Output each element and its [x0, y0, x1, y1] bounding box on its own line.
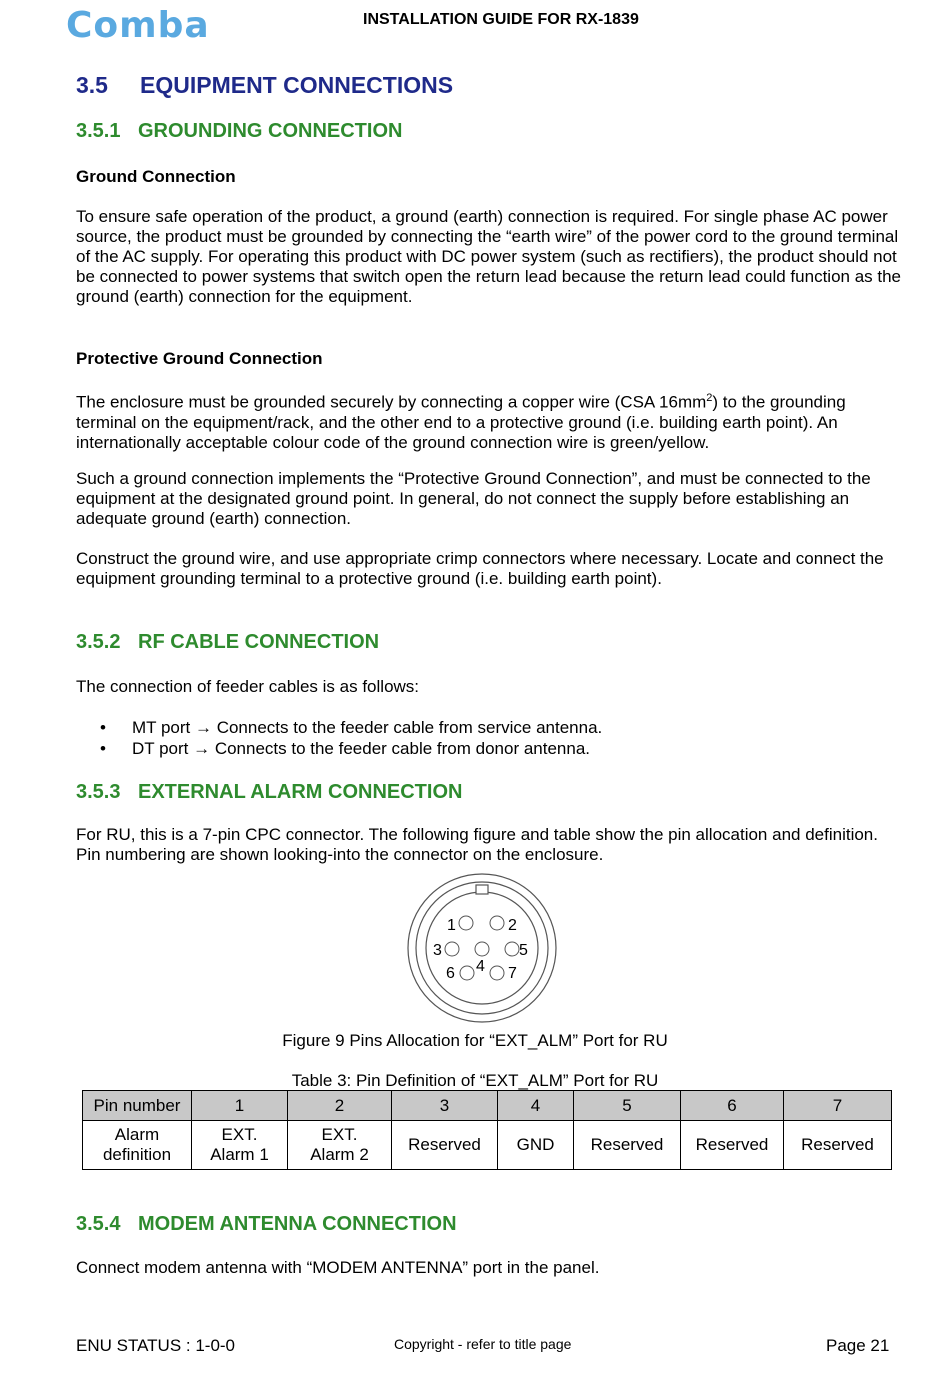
cell-line: Alarm 1	[210, 1145, 269, 1164]
table-header-cell: 7	[784, 1091, 892, 1121]
table-caption: Table 3: Pin Definition of “EXT_ALM” Port for RU	[291, 1071, 659, 1090]
table-cell	[192, 1121, 288, 1170]
figure-caption: Figure 9 Pins Allocation for “EXT_ALM” Port for RU	[282, 1031, 668, 1050]
pin-label-4: 4	[476, 958, 485, 975]
table-header-row	[83, 1091, 892, 1121]
cell-line: definition	[102, 1145, 172, 1164]
pin-hole-5	[505, 942, 519, 956]
document-title: INSTALLATION GUIDE FOR RX-1839	[363, 11, 639, 28]
ground-wire-text: Construct the ground wire, and use appropriate crimp connectors where necessary. Locate and connect the equipment grounding terminal to a protective ground (i.e. building earth point).	[76, 549, 884, 588]
subsection-heading-modem-antenna	[76, 1213, 457, 1236]
subsection-number: 3.5.3	[76, 781, 121, 803]
section-title: EQUIPMENT CONNECTIONS	[140, 72, 454, 98]
ground-connection-heading: Ground Connection	[76, 167, 236, 186]
pin-hole-6	[460, 966, 474, 980]
pin-label-7: 7	[508, 965, 517, 982]
subsection-heading-external-alarm	[76, 781, 462, 804]
pin-hole-3	[445, 942, 459, 956]
pin-label-3: 3	[433, 942, 442, 959]
list-item	[100, 718, 602, 738]
bullet: •	[100, 718, 106, 737]
cell-line: Alarm	[114, 1125, 160, 1144]
table-header-cell: 3	[392, 1091, 498, 1121]
bullet: •	[100, 739, 106, 758]
table-cell: Reserved	[681, 1121, 784, 1170]
pin-label-6: 6	[446, 965, 455, 982]
table-header-cell: 5	[574, 1091, 681, 1121]
section-heading	[76, 72, 453, 99]
list-item-text: DT port → Connects to the feeder cable from donor antenna.	[132, 739, 591, 758]
protective-text-part-a: The enclosure must be grounded securely by connecting a copper wire (CSA 16mm	[76, 392, 707, 412]
table-header-cell: Pin number	[83, 1091, 192, 1121]
table-cell: GND	[498, 1121, 574, 1170]
cell-line: Alarm 2	[310, 1145, 369, 1164]
table-header-cell: 1	[192, 1091, 288, 1121]
table-cell: Reserved	[784, 1121, 892, 1170]
table-cell: Reserved	[574, 1121, 681, 1170]
cell-line: EXT.	[321, 1125, 358, 1144]
pin-label-1: 1	[447, 917, 456, 934]
table-header-cell: 2	[288, 1091, 392, 1121]
subsection-heading-rf-cable	[76, 631, 379, 654]
pin-definition-table	[82, 1090, 892, 1170]
subsection-number: 3.5.2	[76, 631, 121, 653]
modem-antenna-text: Connect modem antenna with “MODEM ANTENNA” port in the panel.	[76, 1258, 600, 1277]
table-header-cell: 4	[498, 1091, 574, 1121]
subsection-number: 3.5.4	[76, 1213, 121, 1235]
pin-hole-7	[490, 966, 504, 980]
ground-implementation-text: Such a ground connection implements the “Protective Ground Connection”, and must be connected to the equipment at the designated ground point. In general, do not connect the supply before establishing an adequate ground (earth) connection.	[76, 469, 871, 528]
pin-label-2: 2	[508, 917, 517, 934]
table-header-cell: 6	[681, 1091, 784, 1121]
pin-hole-2	[490, 916, 504, 930]
external-alarm-text: For RU, this is a 7-pin CPC connector. The following figure and table show the pin allocation and definition. Pin numbering are shown looking-into the connector on the enclosure.	[76, 825, 878, 864]
comba-logo: Comba	[66, 5, 210, 46]
protective-ground-heading: Protective Ground Connection	[76, 349, 323, 368]
protective-ground-text	[76, 388, 901, 453]
pin-hole-4	[475, 942, 489, 956]
list-item-text: MT port → Connects to the feeder cable from service antenna.	[132, 718, 603, 737]
list-item	[100, 739, 590, 759]
connector-pin-diagram	[405, 873, 560, 1023]
table-cell: Reserved	[392, 1121, 498, 1170]
footer-status: ENU STATUS : 1-0-0	[76, 1336, 236, 1355]
subsection-number: 3.5.1	[76, 120, 121, 142]
superscript: 2	[706, 392, 713, 404]
subsection-title: RF CABLE CONNECTION	[138, 631, 380, 653]
footer-copyright: Copyright - refer to title page	[394, 1336, 572, 1352]
table-row	[83, 1121, 892, 1170]
subsection-title: MODEM ANTENNA CONNECTION	[138, 1213, 457, 1235]
table-cell	[83, 1121, 192, 1170]
table-cell	[288, 1121, 392, 1170]
subsection-title: GROUNDING CONNECTION	[138, 120, 403, 142]
pin-hole-1	[459, 916, 473, 930]
protective-text-part-b: ) to the grounding terminal on the equipment/rack, and the other end to a protective ground (i.e. building earth point). An internationally acceptable colour code of the ground connection wire is green/yellow.	[76, 392, 846, 452]
pin-label-5: 5	[519, 942, 528, 959]
ground-connection-text: To ensure safe operation of the product, a ground (earth) connection is required. For single phase AC power source, the product must be grounded by connecting the “earth wire” of the power cord to the ground terminal of the AC supply. For operating this product with DC power system (such as rectifiers), the product should not be connected to power systems that switch open the return lead because the return lead could function as the ground (earth) connection for the equipment.	[76, 207, 902, 306]
rf-cable-intro: The connection of feeder cables is as follows:	[76, 677, 420, 696]
footer-page-number: Page 21	[826, 1336, 890, 1355]
connector-key-notch	[476, 885, 488, 894]
subsection-heading-grounding	[76, 120, 402, 143]
cell-line: EXT.	[221, 1125, 258, 1144]
subsection-title: EXTERNAL ALARM CONNECTION	[138, 781, 463, 803]
section-number: 3.5	[76, 72, 108, 98]
